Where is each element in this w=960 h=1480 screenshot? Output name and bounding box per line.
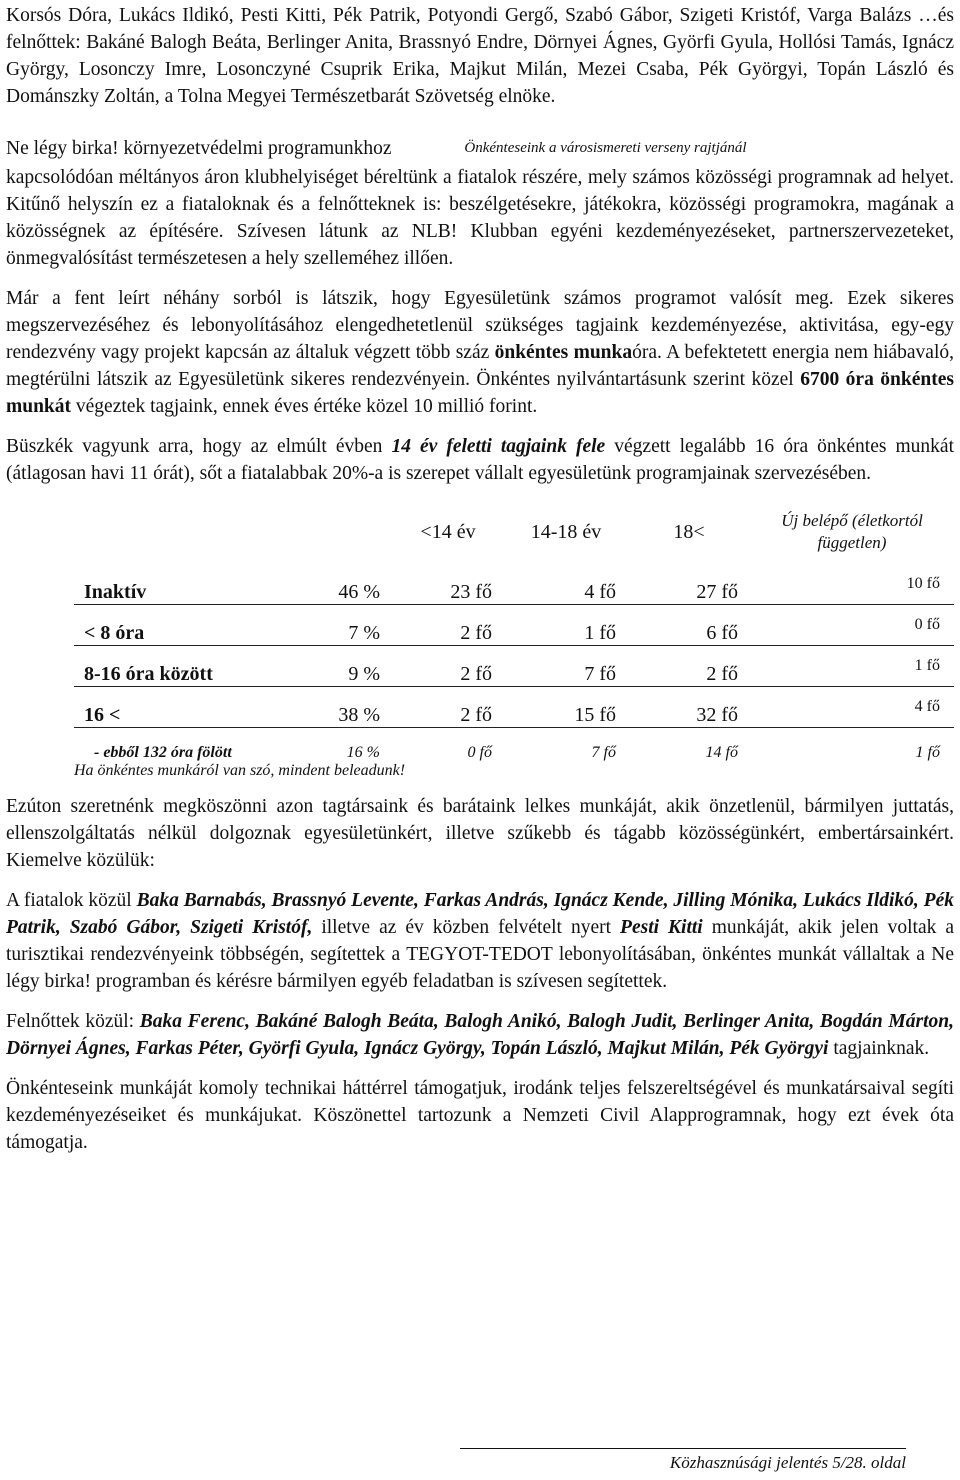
text-run: végzett legalább 16 óra önkéntes munkát (átlagosan havi 11 órát), sőt a fiatalabbak 20%-a is szerepet vállalt egyesületünk programjainak szervezésében. — [6, 436, 955, 484]
paragraph-proud — [6, 433, 954, 487]
nlb-intro-text: Ne légy birka! környezetvédelmi programunkhoz — [6, 138, 392, 159]
cell-under14: 2 fő — [392, 646, 504, 687]
table-header-row — [74, 500, 954, 564]
cell-new-member: 0 fő — [750, 605, 954, 646]
text-run: tagjainknak. — [828, 1038, 930, 1059]
cell-new-member: 10 fő — [750, 564, 954, 605]
paragraph-adult-volunteers — [6, 1008, 954, 1062]
cell-under14: 2 fő — [392, 605, 504, 646]
cell-14-18: 7 fő — [591, 744, 616, 761]
cell-new-member: 4 fő — [750, 687, 954, 728]
volunteer-stats-table-wrap — [74, 500, 954, 780]
header-cell: 18< — [673, 520, 705, 543]
header-cell: <14 év — [420, 520, 476, 543]
photo-caption: Önkénteseink a városismereti verseny rajtjánál — [464, 140, 747, 156]
paragraph-nlb-club — [6, 135, 954, 272]
cell-new-member: 1 fő — [915, 744, 940, 761]
cell-over18: 27 fő — [628, 564, 750, 605]
cell-14-18: 7 fő — [504, 646, 628, 687]
paragraph-support: Önkénteseink munkáját komoly technikai háttérrel támogatjuk, irodánk teljes felszereltségével és munkatársaival segíti kezdeményezéseiket és munkájukat. Köszönettel tartozunk a Nemzeti Civil Alapprogramnak, hogy ezt évek óta támogatja. — [6, 1078, 954, 1153]
table-row — [74, 605, 954, 646]
paragraph-young-volunteers — [6, 887, 954, 995]
cell-under14: 2 fő — [392, 687, 504, 728]
text-run: Felnőttek közül: — [6, 1011, 140, 1032]
table-row — [74, 646, 954, 687]
text-run: Büszkék vagyunk arra, hogy az elmúlt évben — [6, 436, 392, 457]
cell-over18: 6 fő — [628, 605, 750, 646]
paragraph-volunteers-list: Korsós Dóra, Lukács Ildikó, Pesti Kitti, Pék Patrik, Potyondi Gergő, Szabó Gábor, Szigeti Kristóf, Varga Balázs …és felnőttek: Bakáné Balogh Beáta, Berlinger Anita, Brassnyó Endre, Dörnyei Ágnes, Györfi Gyula, Hollósi Tamás, Ignácz György, Losonczy Imre, Losonczyné Csuprik Erika, Majkut Milán, Mezei Csaba, Pék Györgyi, Topán László és Dománszky Zoltán, a Tolna Megyei Természetbarát Szövetség elnöke. — [6, 5, 954, 107]
cell-over18: 2 fő — [628, 646, 750, 687]
cell-over18: 32 fő — [628, 687, 750, 728]
cell-14-18: 4 fő — [504, 564, 628, 605]
header-cell — [74, 500, 308, 564]
bold-italic-run: Pesti Kitti — [620, 917, 703, 938]
nlb-body-text: kapcsolódóan méltányos áron klubhelyiséget béreltünk a fiatalok részére, mely számos közösségi programnak ad helyet. Kitűnő helyszín ez a fiataloknak és a felnőtteknek is: beszélgetésekre, játékokra, közösségi programokra, magának a közösségnek az építésére. Szívesen látunk az NLB! Klubban egyéni kezdeményezéseket, partnerszervezeteket, önmegvalósítást természetesen a hely szelleméhez illően. — [6, 167, 954, 269]
cell-under14: 0 fő — [467, 744, 492, 761]
cell-under14: 23 fő — [392, 564, 504, 605]
table-row — [74, 564, 954, 605]
header-cell — [308, 500, 392, 564]
cell-14-18: 1 fő — [504, 605, 628, 646]
cell-new-member: 1 fő — [750, 646, 954, 687]
text-run: Már a fent leírt néhány sorból is látszik, hogy Egyesületünk számos programot valósít meg. Ezek sikeres megszervezéséhez és lebonyolításához elengedhetetlenül szükséges tagjaink kezdeményezése, aktivitása, egy-egy rendezvény vagy projekt kapcsán az általuk végzett több száz — [6, 288, 954, 363]
bold-run: önkéntes munka — [494, 342, 633, 363]
text-run: munkáját, akik jelen voltak a turisztikai rendezvényeink többségén, segítettek a TEGYOT-TEDOT lebonyolításában, önkéntes munkát vállaltak a Ne légy birka! programban és kérésre bármilyen egyéb feladatban is szívesen segítettek. — [6, 917, 955, 992]
text-run: illetve az év közben felvételt nyert — [312, 917, 621, 938]
table-note: Ha önkéntes munkáról van szó, mindent beleadunk! — [74, 762, 406, 779]
bold-italic-run: Baka Barnabás, Brassnyó Levente, Farkas András, Ignácz Kende, Jilling Mónika, Lukács Ildikó, Pék Patrik, Szabó Gábor, Szigeti Kristóf, — [6, 890, 954, 938]
cell-percent: 38 % — [308, 687, 392, 728]
header-cell: 14-18 év — [530, 520, 602, 543]
cell-percent: 7 % — [308, 605, 392, 646]
paragraph-volunteer-hours — [6, 285, 954, 420]
row-label: - ebből 132 óra fölött — [94, 744, 232, 761]
cell-percent: 9 % — [308, 646, 392, 687]
row-label: < 8 óra — [74, 605, 308, 646]
paragraph-thanks: Ezúton szeretnénk megköszönni azon tagtársaink és barátaink lelkes munkáját, akik önzetlenül, bármilyen juttatás, ellenszolgáltatás nélkül dolgoznak egyesületünkért, illetve szűkebb és tágabb közösségünkért, embertársainkért. Kiemelve közülük: — [6, 796, 954, 871]
table-subrow — [74, 728, 954, 763]
text-run: A fiatalok közül — [6, 890, 137, 911]
cell-percent: 46 % — [308, 564, 392, 605]
table-row — [74, 687, 954, 728]
volunteer-stats-table — [74, 500, 954, 762]
row-label: 8-16 óra között — [74, 646, 308, 687]
header-cell: Új belépő (életkortól független) — [781, 511, 923, 552]
bold-run: 6700 óra önkéntes munkát — [6, 369, 954, 417]
row-label: 16 < — [74, 687, 308, 728]
bold-italic-run: 14 év feletti tagjaink fele — [391, 436, 606, 457]
page-footer: Közhasznúsági jelentés 5/28. oldal — [460, 1448, 906, 1473]
cell-over18: 14 fő — [705, 744, 738, 761]
text-run: végeztek tagjaink, ennek éves értéke közel 10 millió forint. — [71, 396, 538, 417]
cell-percent: 16 % — [346, 744, 380, 761]
text-run: óra. A befektetett energia nem hiábavaló, megtérülni látszik az Egyesületünk sikeres rendezvényein. Önkéntes nyilvántartásunk szerint közel — [6, 342, 954, 390]
row-label: Inaktív — [74, 564, 308, 605]
bold-italic-run: Baka Ferenc, Bakáné Balogh Beáta, Balogh Anikó, Balogh Judit, Berlinger Anita, Bogdán Márton, Dörnyei Ágnes, Farkas Péter, Györfi Gyula, Ignácz György, Topán László, Majkut Milán, Pék Györgyi — [6, 1011, 954, 1059]
cell-14-18: 15 fő — [504, 687, 628, 728]
